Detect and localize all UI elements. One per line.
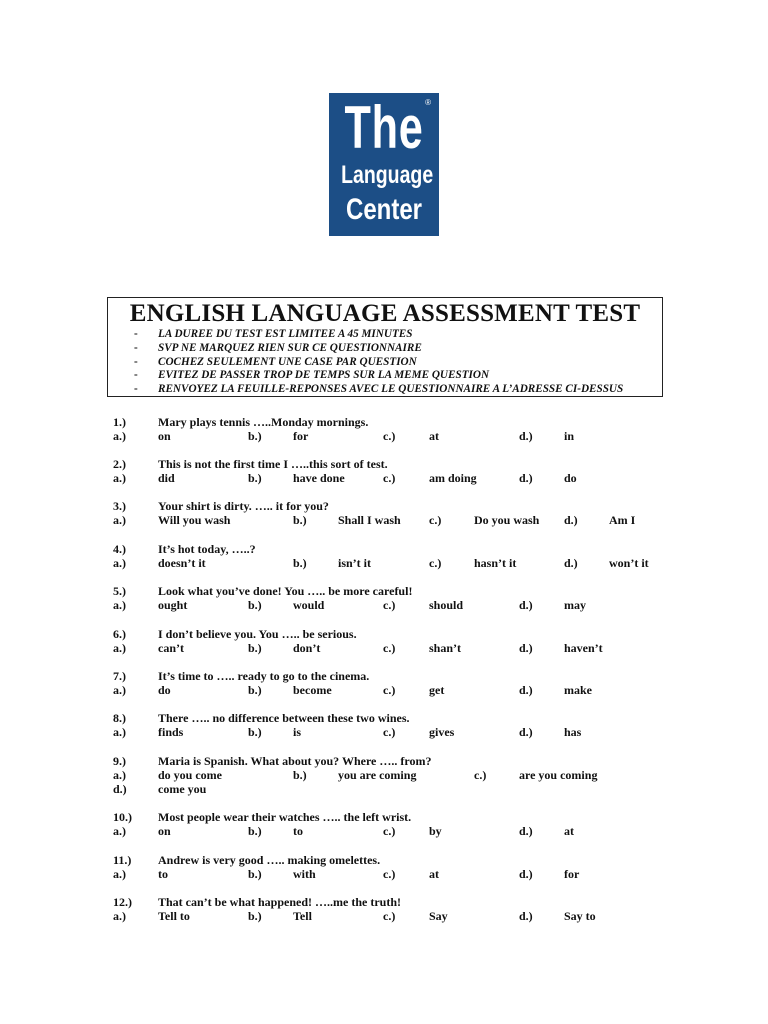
question-number: 11.) xyxy=(113,853,132,867)
question-text: This is not the first time I …..this sort of test. xyxy=(158,457,388,471)
option-a: Tell to xyxy=(158,909,190,923)
option-b: is xyxy=(293,725,302,739)
question-2: 2.) This is not the first time I …..this sort of test. a.) did b.) have done c.) am doing d.) do xyxy=(113,457,577,485)
question-text: I don’t believe you. You ….. be serious. xyxy=(158,627,357,641)
registered-mark: ® xyxy=(425,98,431,107)
option-a: on xyxy=(158,429,171,443)
instructions-list xyxy=(108,328,623,397)
language-center-logo xyxy=(329,93,439,236)
question-number: 2.) xyxy=(113,457,126,471)
question-7: 7.) It’s time to ….. ready to go to the cinema. a.) do b.) become c.) get d.) make xyxy=(113,669,592,697)
option-d: do xyxy=(564,471,577,485)
question-text: Mary plays tennis …..Monday mornings. xyxy=(158,415,369,429)
option-b: with xyxy=(293,867,316,881)
option-c: shan’t xyxy=(429,641,462,655)
logo-line-the: The xyxy=(344,94,424,161)
option-c: Say xyxy=(429,909,448,923)
test-header-box xyxy=(107,297,663,397)
question-number: 9.) xyxy=(113,754,126,768)
option-c: get xyxy=(429,683,445,697)
question-3: 3.) Your shirt is dirty. ….. it for you? a.) Will you wash b.) Shall I wash c.) Do you wash d.) Am I xyxy=(113,499,636,527)
option-c: are you coming xyxy=(519,768,598,782)
option-d: at xyxy=(564,824,574,838)
logo-line-language: Language xyxy=(341,161,434,189)
option-c: by xyxy=(429,824,442,838)
question-number: 1.) xyxy=(113,415,126,429)
option-d: for xyxy=(564,867,580,881)
option-d: Am I xyxy=(609,513,636,527)
test-title: ENGLISH LANGUAGE ASSESSMENT TEST xyxy=(129,300,641,327)
option-d: make xyxy=(564,683,592,697)
option-b: Shall I wash xyxy=(338,513,401,527)
option-a: can’t xyxy=(158,641,184,655)
instruction-item: - LA DUREE DU TEST EST LIMITEE A 45 MINUTES xyxy=(134,328,413,340)
option-b: have done xyxy=(293,471,345,485)
option-c: at xyxy=(429,867,439,881)
question-10: 10.) Most people wear their watches ….. the left wrist. a.) on b.) to c.) by d.) at xyxy=(113,810,574,838)
question-number: 10.) xyxy=(113,810,132,824)
option-b: to xyxy=(293,824,303,838)
question-12: 12.) That can’t be what happened! …..me the truth! a.) Tell to b.) Tell c.) Say d.) Say to xyxy=(113,895,596,923)
question-number: 5.) xyxy=(113,584,126,598)
option-a: did xyxy=(158,471,175,485)
option-d: in xyxy=(564,429,575,443)
option-c: at xyxy=(429,429,439,443)
option-a: do xyxy=(158,683,171,697)
option-a: doesn’t it xyxy=(158,556,206,570)
option-a: finds xyxy=(158,725,184,739)
option-a: do you come xyxy=(158,768,222,782)
option-b: don’t xyxy=(293,641,321,655)
option-b: isn’t it xyxy=(338,556,371,570)
option-c: hasn’t it xyxy=(474,556,517,570)
question-number: 12.) xyxy=(113,895,132,909)
instruction-item: - EVITEZ DE PASSER TROP DE TEMPS SUR LA MEME QUESTION xyxy=(134,369,490,382)
question-number: 8.) xyxy=(113,711,126,725)
option-d: come you xyxy=(158,782,207,796)
question-number: 6.) xyxy=(113,627,126,641)
option-d: has xyxy=(564,725,582,739)
option-d: won’t it xyxy=(609,556,649,570)
option-a: on xyxy=(158,824,171,838)
option-b: would xyxy=(293,598,325,612)
option-c: should xyxy=(429,598,464,612)
option-b: you are coming xyxy=(338,768,417,782)
option-b: become xyxy=(293,683,332,697)
question-text: Most people wear their watches ….. the left wrist. xyxy=(158,810,412,824)
question-11: 11.) Andrew is very good ….. making omelettes. a.) to b.) with c.) at d.) for xyxy=(113,853,580,881)
option-a: Will you wash xyxy=(158,513,231,527)
question-1: 1.) Mary plays tennis …..Monday mornings. a.) on b.) for c.) at d.) in xyxy=(113,415,575,443)
option-d: may xyxy=(564,598,586,612)
instruction-item: - SVP NE MARQUEZ RIEN SUR CE QUESTIONNAIRE xyxy=(134,341,422,354)
instruction-item: - RENVOYEZ LA FEUILLE-REPONSES AVEC LE QUESTIONNAIRE A L’ADRESSE CI-DESSUS xyxy=(134,383,624,396)
option-b: for xyxy=(293,429,309,443)
instruction-item: - COCHEZ SEULEMENT UNE CASE PAR QUESTION xyxy=(134,355,417,368)
question-text: It’s hot today, …..? xyxy=(158,542,256,556)
option-c: gives xyxy=(429,725,455,739)
question-text: It’s time to ….. ready to go to the cinema. xyxy=(158,669,370,683)
question-text: Your shirt is dirty. ….. it for you? xyxy=(158,499,329,513)
question-9: 9.) Maria is Spanish. What about you? Where ….. from? a.) do you come b.) you are coming c.) are you coming d.) come you xyxy=(113,754,598,796)
option-d: Say to xyxy=(564,909,596,923)
option-a: ought xyxy=(158,598,188,612)
question-text: Andrew is very good ….. making omelettes. xyxy=(158,853,381,867)
question-number: 4.) xyxy=(113,542,126,556)
option-a: to xyxy=(158,867,168,881)
question-text: That can’t be what happened! …..me the truth! xyxy=(158,895,401,909)
question-8: 8.) There ….. no difference between these two wines. a.) finds b.) is c.) gives d.) has xyxy=(113,711,582,739)
question-text: Look what you’ve done! You ….. be more careful! xyxy=(158,584,413,598)
option-c: am doing xyxy=(429,471,477,485)
question-number: 3.) xyxy=(113,499,126,513)
question-text: There ….. no difference between these two wines. xyxy=(158,711,410,725)
question-4: 4.) It’s hot today, …..? a.) doesn’t it b.) isn’t it c.) hasn’t it d.) won’t it xyxy=(113,542,649,570)
question-5: 5.) Look what you’ve done! You ….. be more careful! a.) ought b.) would c.) should d.) may xyxy=(113,584,586,612)
option-d: haven’t xyxy=(564,641,603,655)
question-number: 7.) xyxy=(113,669,126,683)
option-b: Tell xyxy=(293,909,312,923)
question-text: Maria is Spanish. What about you? Where ….. from? xyxy=(158,754,432,768)
option-c: Do you wash xyxy=(474,513,540,527)
question-6: 6.) I don’t believe you. You ….. be serious. a.) can’t b.) don’t c.) shan’t d.) haven’t xyxy=(113,627,603,655)
logo-line-center: Center xyxy=(345,193,423,226)
